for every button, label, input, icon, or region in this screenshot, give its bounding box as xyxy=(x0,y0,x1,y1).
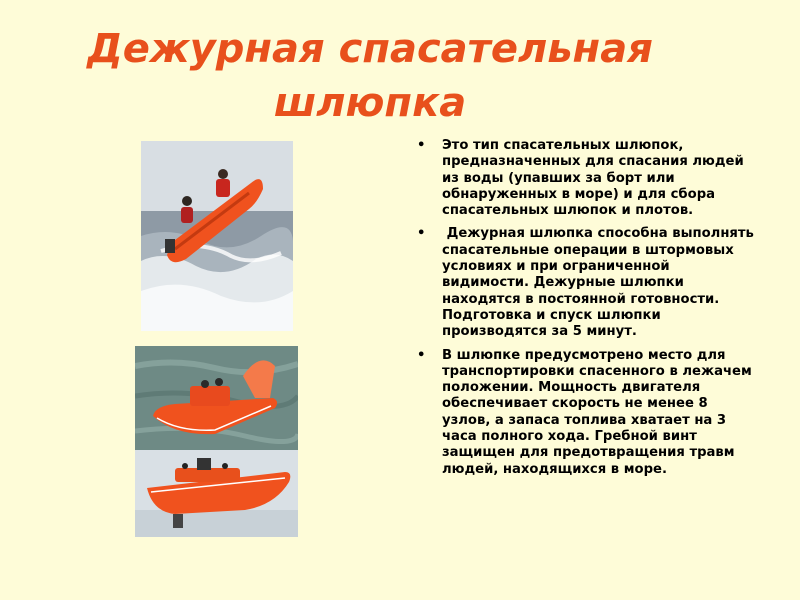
bullet-text: В шлюпке предусмотрено место для транспортировки спасенного в лежачем положении. Мощность двигателя обеспечивает скорость не менее 8 узлов, а запаса топлива хватает на 3 часа полного хода. Гребной винт защищен для предотвращения травм людей, находящихся в море. xyxy=(442,347,752,477)
slide-title xyxy=(60,22,680,130)
rescue-boat-photo-2 xyxy=(135,346,298,450)
bullet-text: Дежурная шлюпка способна выполнять спасательные операции в штормовых условиях и при ограниченной видимости. Дежурные шлюпки находятся в постоянной готовности. Подготовка и спуск шлюпки производятся за 5 минут. xyxy=(442,226,759,340)
bullet-marker: • xyxy=(417,347,426,363)
bullet-item xyxy=(417,138,757,219)
rescue-boat-photo-1 xyxy=(141,141,293,331)
bullet-item xyxy=(417,348,757,478)
rescue-boat-photo-3 xyxy=(135,450,298,537)
bullet-text: Это тип спасательных шлюпок, предназначенных для спасания людей из воды (упавших за борт или обнаруженных в море) и для сбора спасательных шлюпок и плотов. xyxy=(442,138,744,219)
bullet-item xyxy=(417,226,757,340)
bullet-marker: • xyxy=(417,226,426,242)
bullet-marker: • xyxy=(417,138,426,153)
bullet-list xyxy=(417,138,757,485)
slide-title-line-2: шлюпка xyxy=(273,80,467,126)
slide-title-line-1: Дежурная спасательная xyxy=(87,26,653,72)
